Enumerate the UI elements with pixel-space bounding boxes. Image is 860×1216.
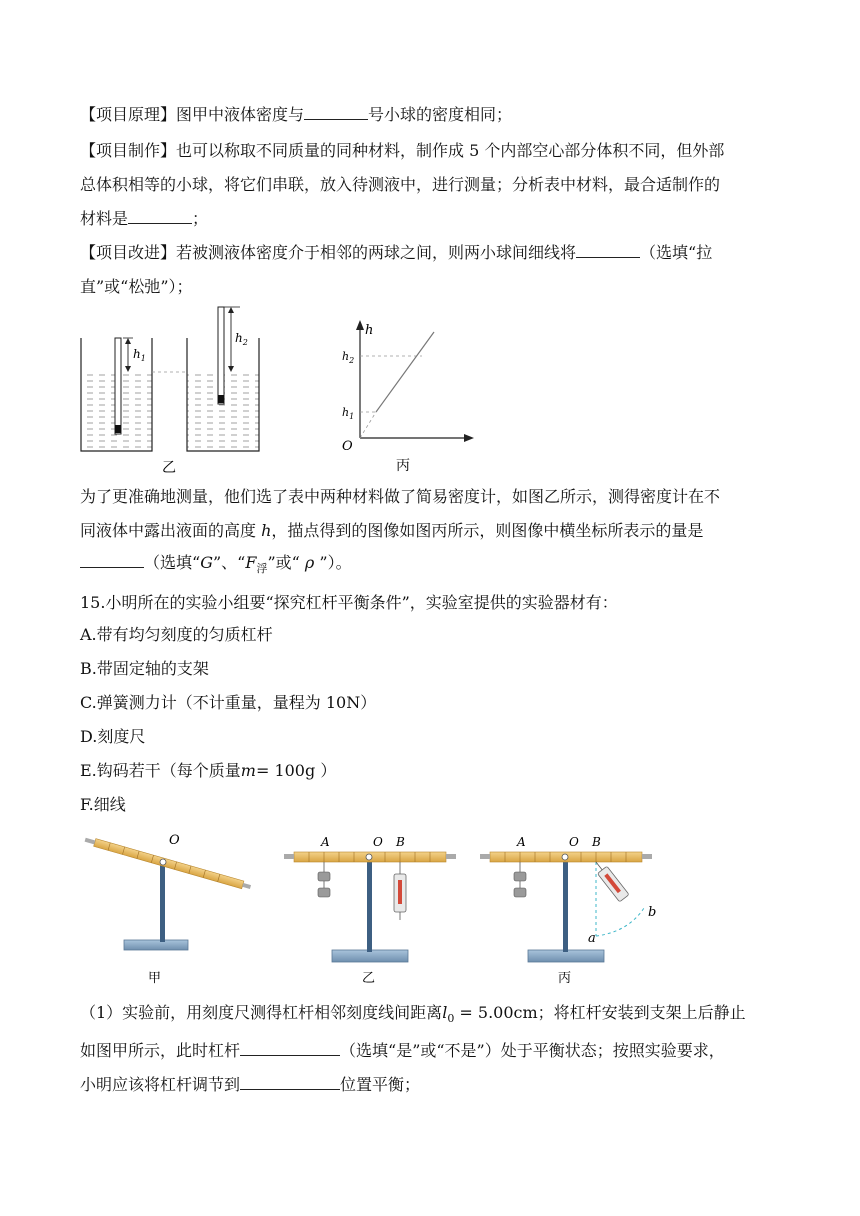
line-measure-1 bbox=[80, 486, 720, 508]
text: E.钩码若干（每个质量 bbox=[80, 761, 241, 780]
text: （选填“是”或“不是”）处于平衡状态；按照实验要求， bbox=[340, 1041, 725, 1060]
answer-blank bbox=[576, 243, 640, 258]
text: A.带有均匀刻度的匀质杠杆 bbox=[80, 625, 273, 644]
q15-item-a bbox=[80, 624, 273, 646]
q15-item-c bbox=[80, 692, 376, 714]
text: （1）实验前，用刻度尺测得杠杆相邻刻度线间距离 bbox=[80, 1003, 443, 1022]
label-a-bing: A bbox=[517, 835, 526, 849]
text: = 5.00cm；将杠杆安装到支架上后静止 bbox=[454, 1003, 746, 1022]
text: 【项目原理】图甲中液体密度与 bbox=[80, 105, 305, 124]
text: （选填“ bbox=[144, 553, 201, 572]
figure-graph bbox=[336, 318, 486, 476]
label-h1: $h_1$ bbox=[133, 347, 146, 363]
text: 直”或“松弛”）； bbox=[80, 277, 193, 296]
figure-lever bbox=[72, 824, 672, 990]
text: 如图甲所示，此时杠杆 bbox=[80, 1041, 241, 1060]
label-point-a: a bbox=[588, 931, 596, 946]
label-b-bing: B bbox=[592, 835, 601, 849]
label-point-b: b bbox=[648, 905, 657, 920]
text: ，描点得到的图像如图丙所示，则图像中横坐标所表示的量是 bbox=[271, 521, 704, 540]
var-m: m bbox=[240, 761, 256, 780]
line-improve-2 bbox=[80, 276, 193, 298]
text: （选填“拉 bbox=[640, 243, 713, 262]
tube-left bbox=[115, 338, 121, 434]
label-o-bing: O bbox=[569, 835, 579, 849]
sub-0: 0 bbox=[447, 1012, 455, 1025]
label-origin: O bbox=[342, 439, 353, 454]
q15-item-d bbox=[80, 726, 145, 748]
line-principle bbox=[80, 104, 512, 126]
text: 同液体中露出液面的高度 bbox=[80, 521, 262, 540]
text: 【项目制作】也可以称取不同质量的同种材料，制作成 5 个内部空心部分体积不同，但外部 bbox=[80, 141, 725, 160]
text: ”）。 bbox=[314, 553, 352, 572]
line-measure-3 bbox=[80, 552, 352, 580]
text: F.细线 bbox=[80, 795, 126, 814]
answer-blank bbox=[240, 1041, 340, 1056]
text: 小明应该将杠杆调节到 bbox=[80, 1075, 241, 1094]
text: 材料是 bbox=[80, 209, 129, 228]
var-f: F bbox=[245, 553, 257, 572]
caption-bing: 丙 bbox=[396, 458, 410, 474]
tube-right bbox=[218, 307, 224, 404]
q15-item-e bbox=[80, 760, 336, 782]
weight-right bbox=[218, 395, 224, 403]
q15-item-f bbox=[80, 794, 126, 816]
text: B.带固定轴的支架 bbox=[80, 659, 209, 678]
text: 【项目改进】若被测液体密度介于相邻的两球之间，则两小球间细线将 bbox=[80, 243, 577, 262]
caption-jia: 甲 bbox=[148, 971, 162, 986]
var-g: G bbox=[200, 553, 213, 572]
var-l: l bbox=[442, 1003, 448, 1022]
q15-item-b bbox=[80, 658, 209, 680]
answer-blank bbox=[80, 553, 144, 568]
text: ”、“ bbox=[212, 553, 246, 572]
answer-blank bbox=[128, 209, 192, 224]
label-o-yi: O bbox=[373, 835, 383, 849]
label-h2: $h_2$ bbox=[235, 331, 248, 347]
text: 15.小明所在的实验小组要“探究杠杆平衡条件”，实验室提供的实验器材有： bbox=[80, 593, 618, 612]
line-part1-3 bbox=[80, 1074, 420, 1096]
label-b-yi: B bbox=[396, 835, 405, 849]
caption-bing-lever: 丙 bbox=[558, 971, 572, 986]
weight-left bbox=[115, 425, 121, 433]
line-measure-2 bbox=[80, 520, 703, 542]
text: C.弹簧测力计（不计重量，量程为 10N） bbox=[80, 693, 377, 712]
text: D.刻度尺 bbox=[80, 727, 146, 746]
sub-fu: 浮 bbox=[256, 562, 268, 575]
line-making-3 bbox=[80, 208, 208, 230]
text: 为了更准确地测量，他们选了表中两种材料做了简易密度计，如图乙所示，测得密度计在不 bbox=[80, 487, 721, 506]
text: = 100g ） bbox=[255, 761, 337, 780]
label-o-jia: O bbox=[169, 833, 180, 848]
figure-densimeter bbox=[74, 300, 274, 480]
var-h: h bbox=[261, 521, 272, 540]
line-making-1 bbox=[80, 140, 724, 162]
answer-blank bbox=[240, 1075, 340, 1090]
caption-yi-lever: 乙 bbox=[362, 971, 376, 986]
text: ； bbox=[192, 209, 209, 228]
tick-h2: $h_2$ bbox=[342, 350, 355, 365]
tick-h1: $h_1$ bbox=[342, 406, 355, 421]
lever-jia bbox=[84, 833, 252, 986]
q15-stem bbox=[80, 592, 618, 614]
var-rho: ρ bbox=[304, 553, 315, 572]
line-improve-1 bbox=[80, 242, 712, 264]
answer-blank bbox=[304, 105, 368, 120]
lever-bing bbox=[480, 835, 656, 986]
caption-yi: 乙 bbox=[162, 460, 176, 476]
line-making-2 bbox=[80, 174, 720, 196]
text: ”或“ bbox=[267, 553, 305, 572]
line-part1-1 bbox=[80, 1002, 746, 1030]
line-part1-2 bbox=[80, 1040, 725, 1062]
text: 号小球的密度相同； bbox=[368, 105, 513, 124]
lever-yi bbox=[284, 835, 456, 986]
graph-line bbox=[376, 332, 434, 412]
label-axis-h: h bbox=[365, 323, 374, 338]
label-a-yi: A bbox=[321, 835, 330, 849]
text: 总体积相等的小球，将它们串联，放入待测液中，进行测量；分析表中材料，最合适制作的 bbox=[80, 175, 721, 194]
text: 位置平衡； bbox=[340, 1075, 421, 1094]
